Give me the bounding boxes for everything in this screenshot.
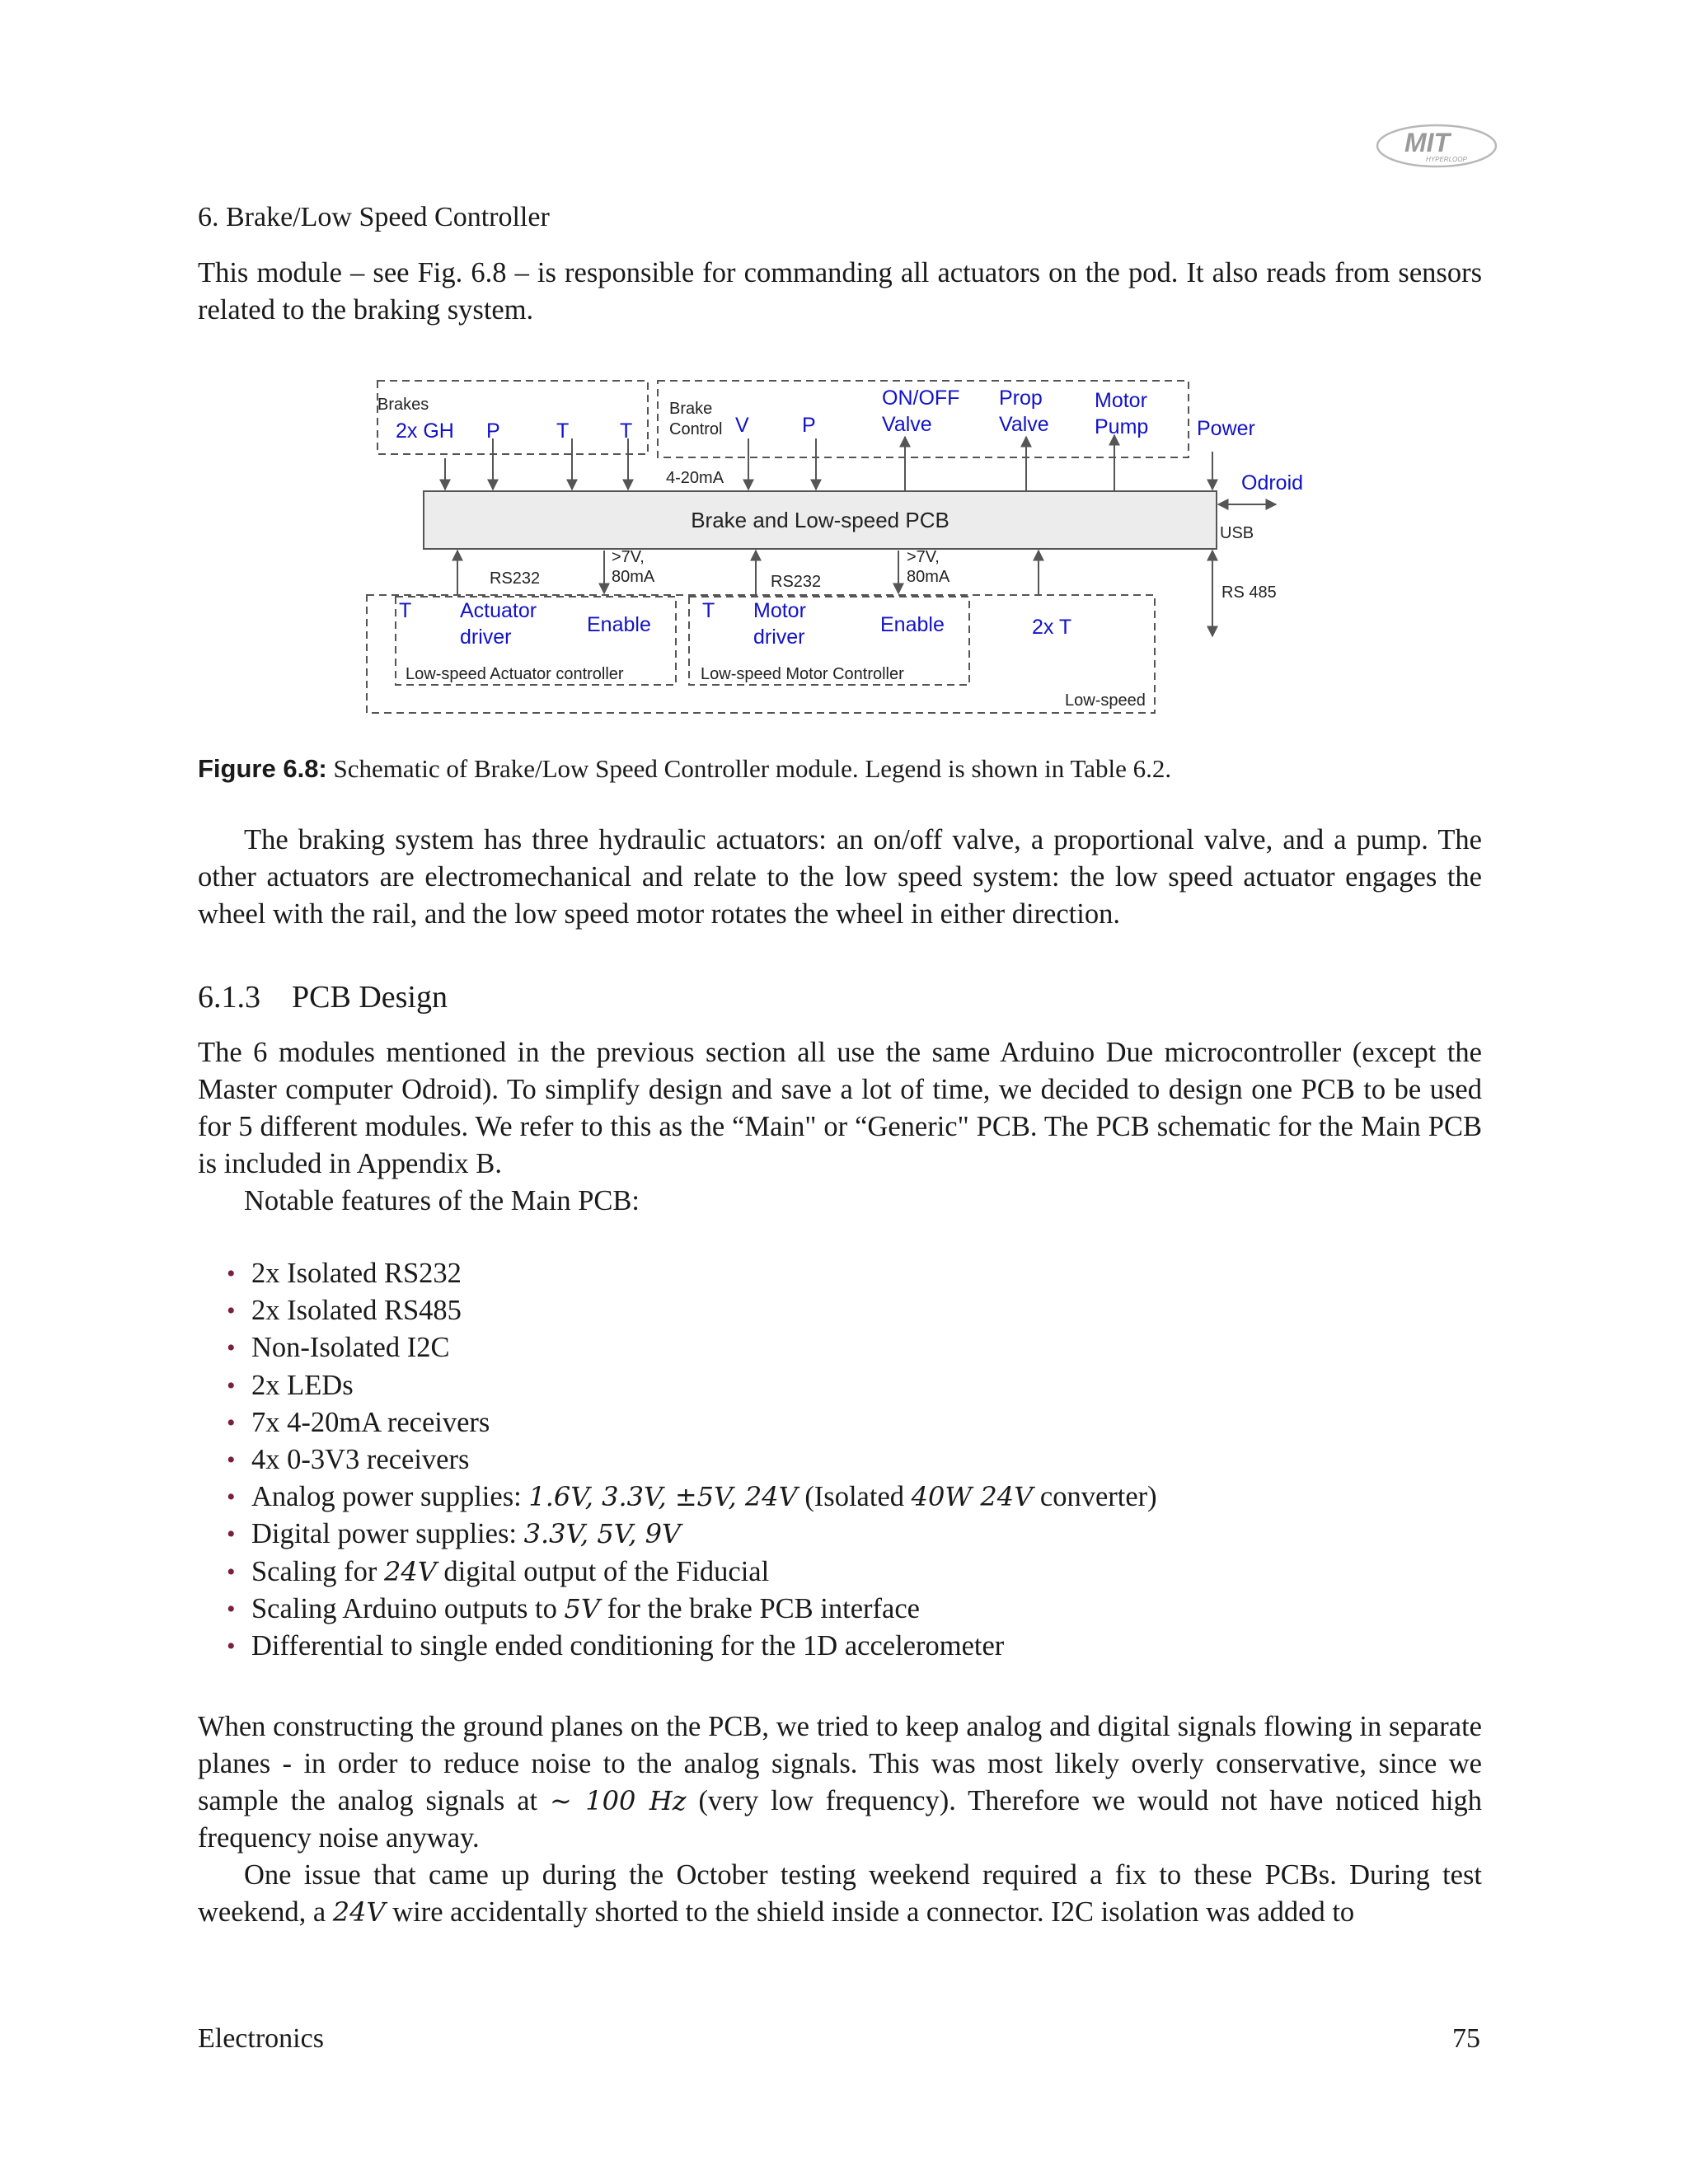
motor-controller-title: Low-speed Motor Controller xyxy=(701,665,904,683)
usb-label: USB xyxy=(1220,524,1254,542)
brake-control-title-2: Control xyxy=(669,420,723,438)
page-number: 75 xyxy=(1452,2023,1480,2054)
actuator-controller-title: Low-speed Actuator controller xyxy=(406,665,624,683)
paragraph-braking: The braking system has three hydraulic actuators: an on/off valve, a proportional valve, and a pump. The other actuators are electromechanical and relate to the low speed system: the low speed actuator engages the wheel with the rail, and the low speed motor rotates the wheel in either direction. xyxy=(198,824,1482,930)
list-item-text: (Isolated xyxy=(797,1481,912,1513)
list-item: • 2x Isolated RS232 xyxy=(251,1255,1157,1292)
motor-driver-1: Motor xyxy=(753,599,806,622)
low-speed-label: Low-speed xyxy=(1065,691,1146,710)
features-list xyxy=(251,1255,1157,1665)
prop-valve-1: Prop xyxy=(999,387,1043,410)
math-expression: 40W 24V xyxy=(911,1481,1034,1513)
paragraph-pcb-design: The 6 modules mentioned in the previous section all use the same Arduino Due microcontroller (except the Master computer Odroid). To simplify design and save a lot of time, we decided to design one PCB to be used for 5 different modules. We refer to this as the “Main" or “Generic" PCB. The PCB schematic for the Main PCB is included in Appendix B. xyxy=(198,1037,1482,1179)
brakes-group-box xyxy=(377,381,648,454)
math-expression: 5V xyxy=(564,1592,600,1624)
brakes-title: Brakes xyxy=(377,396,429,414)
list-item-text: Analog power supplies: xyxy=(251,1481,529,1513)
brakes-item-p: P xyxy=(486,419,500,443)
list-item: • 2x LEDs xyxy=(251,1367,1157,1404)
math-expression: 24V xyxy=(332,1896,386,1928)
list-item xyxy=(251,1479,1157,1516)
list-item xyxy=(251,1554,1157,1591)
intro-paragraph: This module – see Fig. 6.8 – is responsible for commanding all actuators on the pod. It also reads from sensors related to the braking system. xyxy=(198,257,1482,326)
motor-t: T xyxy=(702,599,715,622)
math-expression: 3.3V, 5V, 9V xyxy=(523,1518,682,1550)
brake-control-item-p: P xyxy=(802,414,816,437)
section-title: PCB Design xyxy=(292,980,448,1015)
volt-b-line1: >7V, xyxy=(907,548,940,566)
list-item xyxy=(251,1516,1157,1553)
paragraph-text: wire accidentally shorted to the shield inside a connector. I2C isolation was added to xyxy=(385,1896,1355,1928)
list-item: • 4x 0-3V3 receivers xyxy=(251,1441,1157,1479)
motor-pump-2: Pump xyxy=(1095,415,1149,438)
brakes-item-t2: T xyxy=(620,419,633,443)
prop-valve-2: Valve xyxy=(999,413,1049,436)
brake-controller-schematic xyxy=(363,371,1335,725)
volt-a-line1: >7V, xyxy=(612,548,645,566)
actuator-t: T xyxy=(399,599,412,622)
motor-enable: Enable xyxy=(880,613,945,636)
on-off-valve-1: ON/OFF xyxy=(882,387,960,410)
figure-caption-text: Schematic of Brake/Low Speed Controller module. Legend is shown in Table 6.2. xyxy=(333,754,1172,783)
math-expression: 1.6V, 3.3V, ±5V, 24V xyxy=(528,1481,798,1513)
logo-subtext: HYPERLOOP xyxy=(1426,156,1467,163)
paragraph-october-issue xyxy=(198,1857,1482,1931)
actuator-driver-1: Actuator xyxy=(460,599,537,622)
figure-caption-label: Figure 6.8: xyxy=(198,754,327,783)
math-expression: ∼ 100 Hz xyxy=(550,1785,687,1816)
list-item-text: converter) xyxy=(1033,1481,1157,1513)
volt-a-line2: 80mA xyxy=(612,568,655,586)
list-item: • 2x Isolated RS485 xyxy=(251,1292,1157,1329)
rs232-b-label: RS232 xyxy=(771,573,822,591)
on-off-valve-2: Valve xyxy=(882,413,932,436)
rs485-label: RS 485 xyxy=(1221,583,1277,602)
paragraph-features-intro: Notable features of the Main PCB: xyxy=(244,1185,640,1216)
paragraph-ground-planes xyxy=(198,1708,1482,1857)
actuator-enable: Enable xyxy=(587,613,651,636)
motor-pump-1: Motor xyxy=(1095,389,1147,412)
rs232-a-label: RS232 xyxy=(490,569,541,588)
list-item: • 7x 4-20mA receivers xyxy=(251,1404,1157,1441)
paragraph-text: One issue that came up during the October testing weekend required a fix to these PCBs. During test weekend, a xyxy=(198,1859,1482,1928)
motor-driver-2: driver xyxy=(753,626,805,649)
list-item-text: digital output of the Fiducial xyxy=(436,1555,770,1587)
volt-b-line2: 80mA xyxy=(907,568,950,586)
list-item: • Differential to single ended conditioning for the 1D accelerometer xyxy=(251,1628,1157,1665)
brakes-item-gh: 2x GH xyxy=(396,419,454,443)
paragraph-text: When constructing the ground planes on the PCB, we tried to keep analog and digital signals flowing in separate planes - in order to reduce noise to the analog signals. This was most likely overly conservative, since we sample the analog signals at xyxy=(198,1711,1482,1816)
odroid-label: Odroid xyxy=(1241,471,1304,494)
list-item-text: for the brake PCB interface xyxy=(599,1592,920,1624)
paragraph-text: (very low frequency). Therefore we would not have noticed high frequency noise anyway. xyxy=(198,1785,1482,1854)
brake-control-title-1: Brake xyxy=(669,400,713,418)
figure-caption xyxy=(198,754,1171,784)
power-label: Power xyxy=(1197,417,1255,440)
math-expression: 24V xyxy=(383,1555,437,1587)
current-loop-label: 4-20mA xyxy=(666,469,724,487)
mit-hyperloop-logo xyxy=(1375,122,1498,170)
logo-text: MIT xyxy=(1404,128,1451,157)
brakes-item-t1: T xyxy=(556,419,570,443)
section-number: 6.1.3 xyxy=(198,980,260,1015)
two-t-label: 2x T xyxy=(1032,616,1072,639)
actuator-driver-2: driver xyxy=(460,626,512,649)
brake-control-item-v: V xyxy=(735,414,749,437)
list-item-text: Scaling Arduino outputs to xyxy=(251,1592,565,1624)
footer-chapter: Electronics xyxy=(198,2023,324,2054)
list-item xyxy=(251,1591,1157,1628)
pcb-label: Brake and Low-speed PCB xyxy=(691,508,950,532)
list-item: • Non-Isolated I2C xyxy=(251,1329,1157,1366)
list-item-text: Digital power supplies: xyxy=(251,1518,524,1550)
running-heading: 6. Brake/Low Speed Controller xyxy=(198,202,550,232)
section-heading xyxy=(198,979,448,1015)
list-item-text: Scaling for xyxy=(251,1555,384,1587)
